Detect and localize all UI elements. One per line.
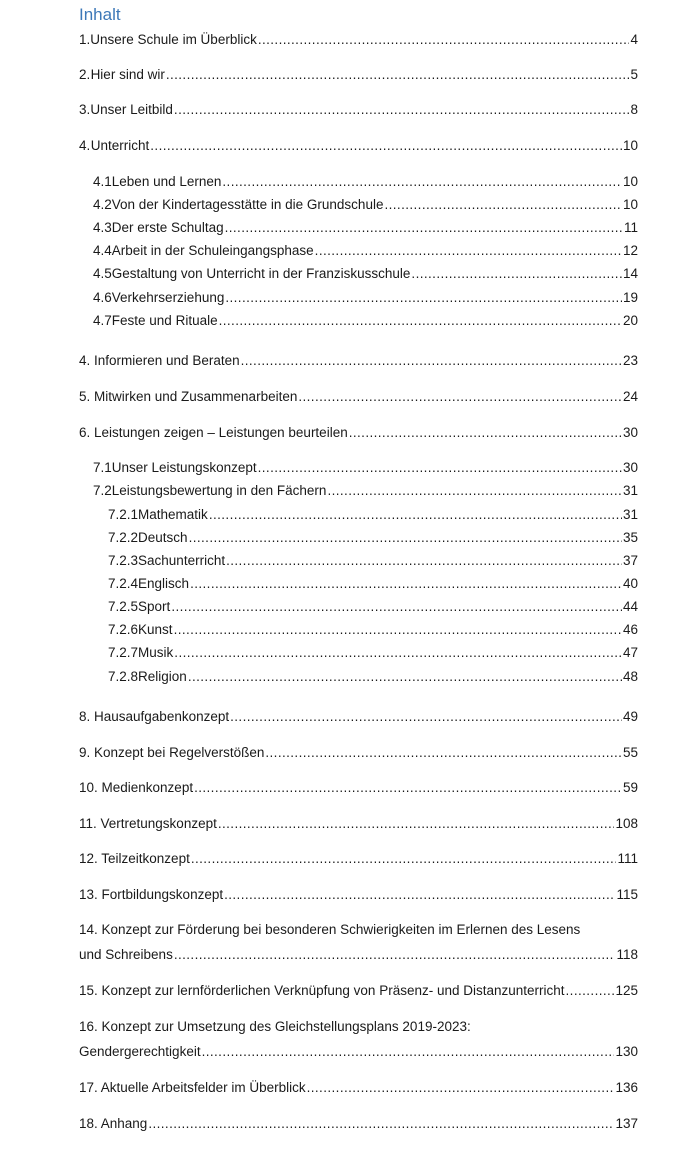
toc-entry[interactable]: [108, 553, 638, 571]
toc-dot-leader: [222, 174, 622, 189]
toc-page-number: 19: [622, 290, 638, 305]
toc-dot-leader: [150, 138, 622, 153]
toc-entry-number: 7.1: [93, 460, 112, 475]
toc-entry[interactable]: [93, 290, 638, 308]
toc-entry-number: 3.: [79, 102, 91, 117]
toc-dot-leader: [194, 780, 622, 795]
toc-page-number: 31: [622, 507, 638, 522]
toc-dot-leader: [566, 983, 615, 998]
toc-entry[interactable]: [93, 483, 638, 501]
toc-page-number: 10: [622, 174, 638, 189]
toc-page-number: 125: [615, 983, 638, 998]
toc-dot-leader: [225, 220, 623, 235]
toc-entry-title: 6. Leistungen zeigen – Leistungen beurteilen: [79, 425, 348, 440]
toc-page-number: 20: [622, 313, 638, 328]
toc-entry-number: 2.: [79, 67, 91, 82]
toc-dot-leader: [190, 576, 622, 591]
toc-dot-leader: [174, 645, 622, 660]
toc-dot-leader: [349, 425, 622, 440]
toc-dot-leader: [189, 530, 622, 545]
toc-entry-number: 1.: [79, 32, 91, 47]
toc-entry[interactable]: [79, 709, 638, 727]
toc-entry-title: Unser Leitbild: [90, 102, 173, 117]
toc-entry[interactable]: [79, 1116, 638, 1134]
toc-page-number: 115: [616, 887, 638, 902]
toc-page-number: 55: [622, 745, 638, 760]
toc-page-number: 11: [623, 220, 638, 235]
toc-entry[interactable]: [93, 266, 638, 284]
toc-entry-number: 4.: [79, 138, 91, 153]
toc-entry[interactable]: [79, 887, 638, 905]
toc-entry[interactable]: [79, 816, 638, 834]
toc-entry-number: 4.7: [93, 313, 112, 328]
toc-dot-leader: [327, 483, 622, 498]
toc-entry-number: 4.1: [93, 174, 112, 189]
toc-entry[interactable]: [108, 576, 638, 594]
toc-entry[interactable]: [93, 243, 638, 261]
toc-dot-leader: [258, 32, 630, 47]
toc-entry-title: Leistungsbewertung in den Fächern: [111, 483, 327, 498]
toc-dot-leader: [225, 290, 622, 305]
toc-entry-title: Deutsch: [138, 530, 188, 545]
toc-page-number: 37: [622, 553, 638, 568]
toc-entry[interactable]: [79, 780, 638, 798]
toc-entry-title: 9. Konzept bei Regelverstößen: [79, 745, 265, 760]
toc-entry[interactable]: [79, 425, 638, 443]
toc-entry-number: 4.6: [93, 290, 112, 305]
toc-entry[interactable]: [79, 947, 638, 965]
toc-entry[interactable]: [108, 599, 638, 617]
toc-entry-title: Von der Kindertagesstätte in die Grundschule: [111, 197, 384, 212]
toc-entry[interactable]: [79, 138, 638, 156]
toc-page-number: 40: [622, 576, 638, 591]
toc-entry-title: Sport: [138, 599, 171, 614]
toc-dot-leader: [148, 1116, 614, 1131]
toc-dot-leader: [191, 851, 617, 866]
toc-entry-title: Hier sind wir: [90, 67, 165, 82]
toc-dot-leader: [218, 816, 615, 831]
toc-entry-title: 5. Mitwirken und Zusammenarbeiten: [79, 389, 298, 404]
toc-dot-leader: [241, 353, 622, 368]
toc-entry[interactable]: [108, 507, 638, 525]
toc-page-number: 44: [622, 599, 638, 614]
toc-dot-leader: [411, 266, 622, 281]
toc-entry-title: Religion: [138, 669, 187, 684]
toc-entry-number: 7.2.4: [108, 576, 139, 591]
toc-entry-title: Leben und Lernen: [111, 174, 222, 189]
toc-page-number: 10: [622, 138, 638, 153]
toc-dot-leader: [307, 1080, 615, 1095]
toc-entry-title: 18. Anhang: [79, 1116, 148, 1131]
toc-dot-leader: [224, 887, 615, 902]
toc-entry-title: 10. Medienkonzept: [79, 780, 194, 795]
toc-page-number: 14: [622, 266, 638, 281]
toc-entry-number: 7.2.1: [108, 507, 139, 522]
toc-page-number: 111: [617, 851, 638, 866]
toc-entry-title: 4. Informieren und Beraten: [79, 353, 240, 368]
toc-dot-leader: [298, 389, 622, 404]
toc-page-number: 31: [622, 483, 638, 498]
toc-entry-title: Der erste Schultag: [111, 220, 224, 235]
toc-entry[interactable]: [93, 174, 638, 192]
toc-entry-number: 7.2.2: [108, 530, 139, 545]
toc-entry-number: 4.3: [93, 220, 112, 235]
toc-entry-title: Arbeit in der Schuleingangsphase: [111, 243, 314, 258]
toc-page-number: 30: [622, 460, 638, 475]
toc-entry-number: 7.2.7: [108, 645, 139, 660]
toc-page-number: 24: [622, 389, 638, 404]
toc-page-number: 35: [622, 530, 638, 545]
toc-dot-leader: [171, 599, 622, 614]
toc-dot-leader: [226, 553, 622, 568]
toc-entry[interactable]: [79, 983, 638, 1001]
toc-entry[interactable]: [79, 32, 638, 50]
toc-entry-title: 12. Teilzeitkonzept: [79, 851, 190, 866]
toc-page-number: 49: [622, 709, 638, 724]
toc-page-number: 48: [622, 669, 638, 684]
toc-page-number: 46: [622, 622, 638, 637]
toc-entry-number: 4.5: [93, 266, 112, 281]
toc-heading: Inhalt: [79, 5, 121, 24]
toc-entry-title-line1[interactable]: 14. Konzept zur Förderung bei besonderen Schwierigkeiten im Erlernen des Lesens: [79, 922, 581, 937]
toc-entry[interactable]: [79, 745, 638, 763]
toc-page-number: 118: [616, 947, 638, 962]
toc-entry-title: Englisch: [138, 576, 190, 591]
toc-entry-title: Unser Leistungskonzept: [111, 460, 257, 475]
toc-entry-title: 11. Vertretungskonzept: [79, 816, 217, 831]
toc-entry-title: Gestaltung von Unterricht in der Franziskusschule: [111, 266, 411, 281]
toc-entry-title: Gendergerechtigkeit: [79, 1044, 201, 1059]
toc-page-number: 47: [622, 645, 638, 660]
toc-dot-leader: [174, 947, 616, 962]
toc-page-number: 4: [630, 32, 638, 47]
toc-entry[interactable]: [79, 67, 638, 85]
toc-page-number: 10: [622, 197, 638, 212]
toc-entry-number: 7.2.6: [108, 622, 139, 637]
toc-page-number: 59: [622, 780, 638, 795]
toc-dot-leader: [219, 313, 622, 328]
toc-dot-leader: [166, 67, 630, 82]
toc-entry-title: Kunst: [138, 622, 173, 637]
toc-entry-title: und Schreibens: [79, 947, 173, 962]
toc-entry[interactable]: [79, 851, 638, 869]
toc-dot-leader: [258, 460, 622, 475]
toc-entry[interactable]: [79, 389, 638, 407]
toc-entry-number: 7.2: [93, 483, 112, 498]
toc-entry[interactable]: [93, 460, 638, 478]
toc-entry[interactable]: [108, 622, 638, 640]
toc-entry-number: 4.2: [93, 197, 112, 212]
toc-page-number: 108: [615, 816, 638, 831]
toc-dot-leader: [265, 745, 622, 760]
toc-entry-number: 7.2.5: [108, 599, 139, 614]
toc-entry[interactable]: [79, 1080, 638, 1098]
toc-page-number: 23: [622, 353, 638, 368]
toc-entry-title: Unterricht: [90, 138, 150, 153]
toc-page-number: 5: [630, 67, 638, 82]
toc-entry[interactable]: [108, 645, 638, 663]
toc-entry-title-line1[interactable]: 16. Konzept zur Umsetzung des Gleichstellungsplans 2019-2023:: [79, 1019, 471, 1034]
toc-entry-title: 13. Fortbildungskonzept: [79, 887, 224, 902]
toc-dot-leader: [202, 1044, 615, 1059]
toc-entry-title: Sachunterricht: [138, 553, 226, 568]
toc-entry-number: 7.2.8: [108, 669, 139, 684]
toc-entry[interactable]: [79, 102, 638, 120]
toc-dot-leader: [384, 197, 622, 212]
toc-entry[interactable]: [93, 197, 638, 215]
toc-entry-number: 4.4: [93, 243, 112, 258]
toc-page-number: 30: [622, 425, 638, 440]
toc-entry[interactable]: [93, 313, 638, 331]
toc-dot-leader: [315, 243, 622, 258]
toc-dot-leader: [209, 507, 622, 522]
toc-page-number: 8: [630, 102, 638, 117]
toc-entry[interactable]: [79, 1044, 638, 1062]
toc-entry-title: 8. Hausaufgabenkonzept: [79, 709, 230, 724]
toc-entry-number: 7.2.3: [108, 553, 139, 568]
toc-page-number: 137: [615, 1116, 638, 1131]
toc-dot-leader: [230, 709, 622, 724]
toc-page-number: 136: [615, 1080, 638, 1095]
toc-page-number: 130: [615, 1044, 638, 1059]
toc-entry[interactable]: [108, 669, 638, 687]
toc-entry-title: Verkehrserziehung: [111, 290, 225, 305]
toc-dot-leader: [174, 102, 630, 117]
toc-dot-leader: [174, 622, 622, 637]
toc-dot-leader: [188, 669, 622, 684]
toc-entry-title: 15. Konzept zur lernförderlichen Verknüpfung von Präsenz- und Distanzunterricht: [79, 983, 565, 998]
toc-entry-title: Mathematik: [138, 507, 208, 522]
toc-entry[interactable]: [79, 353, 638, 371]
toc-entry-title: Musik: [138, 645, 174, 660]
toc-page-number: 12: [622, 243, 638, 258]
toc-entry[interactable]: [108, 530, 638, 548]
toc-entry[interactable]: [93, 220, 638, 238]
toc-entry-title: 17. Aktuelle Arbeitsfelder im Überblick: [79, 1080, 306, 1095]
toc-entry-title: Feste und Rituale: [111, 313, 218, 328]
toc-entry-title: Unsere Schule im Überblick: [90, 32, 257, 47]
